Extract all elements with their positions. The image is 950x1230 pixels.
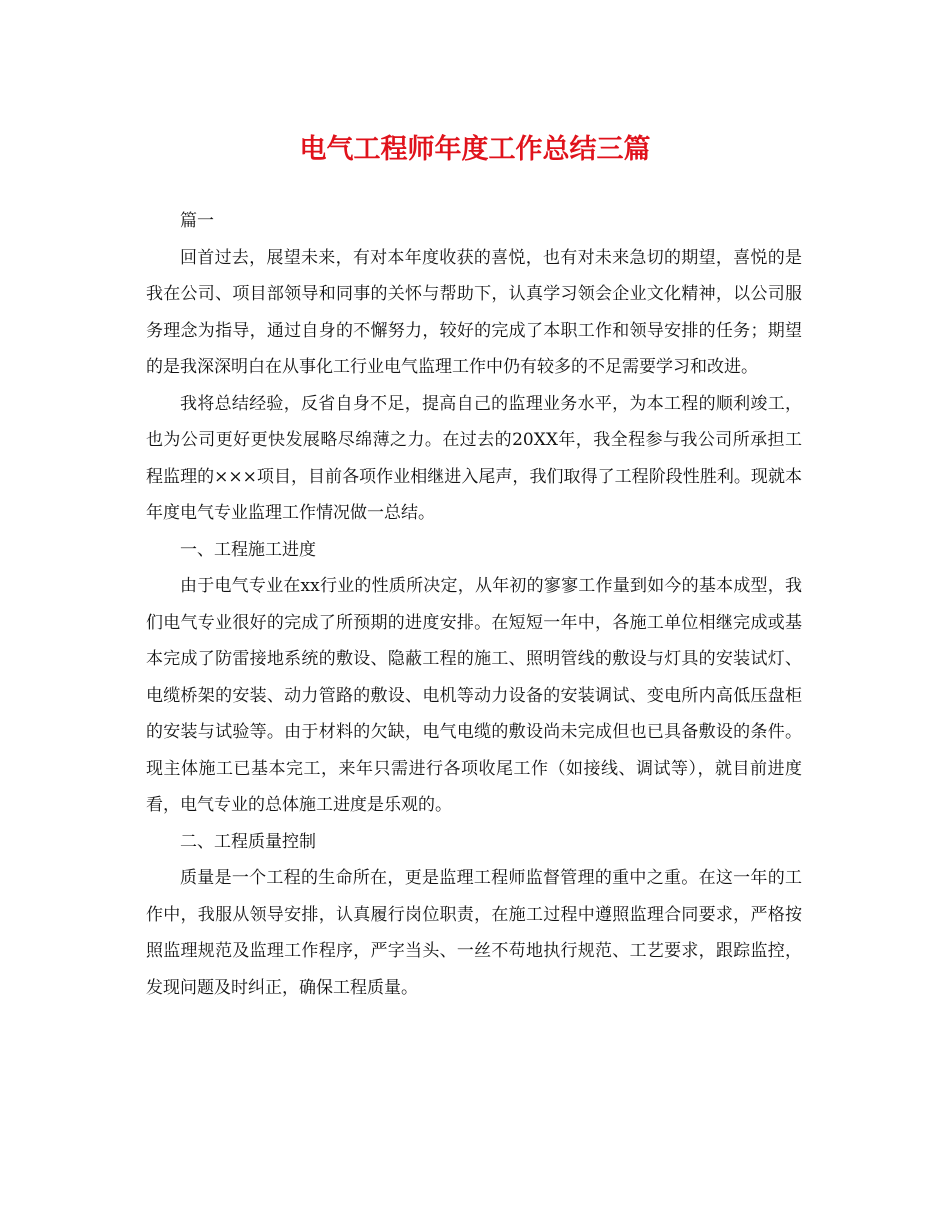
heading-quality: 二、工程质量控制 — [180, 831, 316, 852]
paragraph-intro: 回首过去，展望未来，有对本年度收获的喜悦，也有对未来急切的期望，喜悦的是我在公司、项目部领导和同事的关怀与帮助下，认真学习领会企业文化精神，以公司服务理念为指导，通过自身的不懈努力，较好的完成了本职工作和领导安排的任务；期望的是我深深明白在从事化工行业电气监理工作中仍有较多的不足需要学习和改进。 — [146, 247, 802, 377]
section-label-pian-yi: 篇一 — [180, 211, 214, 231]
document-body — [146, 203, 802, 1006]
paragraph-quality: 质量是一个工程的生命所在，更是监理工程师监督管理的重中之重。在这一年的工作中，我服从领导安排，认真履行岗位职责，在施工过程中遵照监理合同要求，严格按照监理规范及监理工作程序，严字当头、一丝不苟地执行规范、工艺要求，跟踪监控，发现问题及时纠正，确保工程质量。 — [146, 868, 802, 998]
paragraph-progress: 由于电气专业在xx行业的性质所决定，从年初的寥寥工作量到如今的基本成型，我们电气专业很好的完成了所预期的进度安排。在短短一年中，各施工单位相继完成或基本完成了防雷接地系统的敷设、隐蔽工程的施工、照明管线的敷设与灯具的安装试灯、电缆桥架的安装、动力管路的敷设、电机等动力设备的安装调试、变电所内高低压盘柜的安装与试验等。由于材料的欠缺，电气电缆的敷设尚未完成但也已具备敷设的条件。现主体施工已基本完工，来年只需进行各项收尾工作（如接线、调试等），就目前进度看，电气专业的总体施工进度是乐观的。 — [146, 576, 802, 815]
document-title: 电气工程师年度工作总结三篇 — [299, 134, 651, 165]
heading-progress: 一、工程施工进度 — [180, 539, 316, 560]
paragraph-summary: 我将总结经验，反省自身不足，提高自己的监理业务水平，为本工程的顺利竣工，也为公司更好更快发展略尽绵薄之力。在过去的20XX年，我全程参与我公司所承担工程监理的×××项目，目前各项作业相继进入尾声，我们取得了工程阶段性胜利。现就本年度电气专业监理工作情况做一总结。 — [146, 393, 802, 523]
